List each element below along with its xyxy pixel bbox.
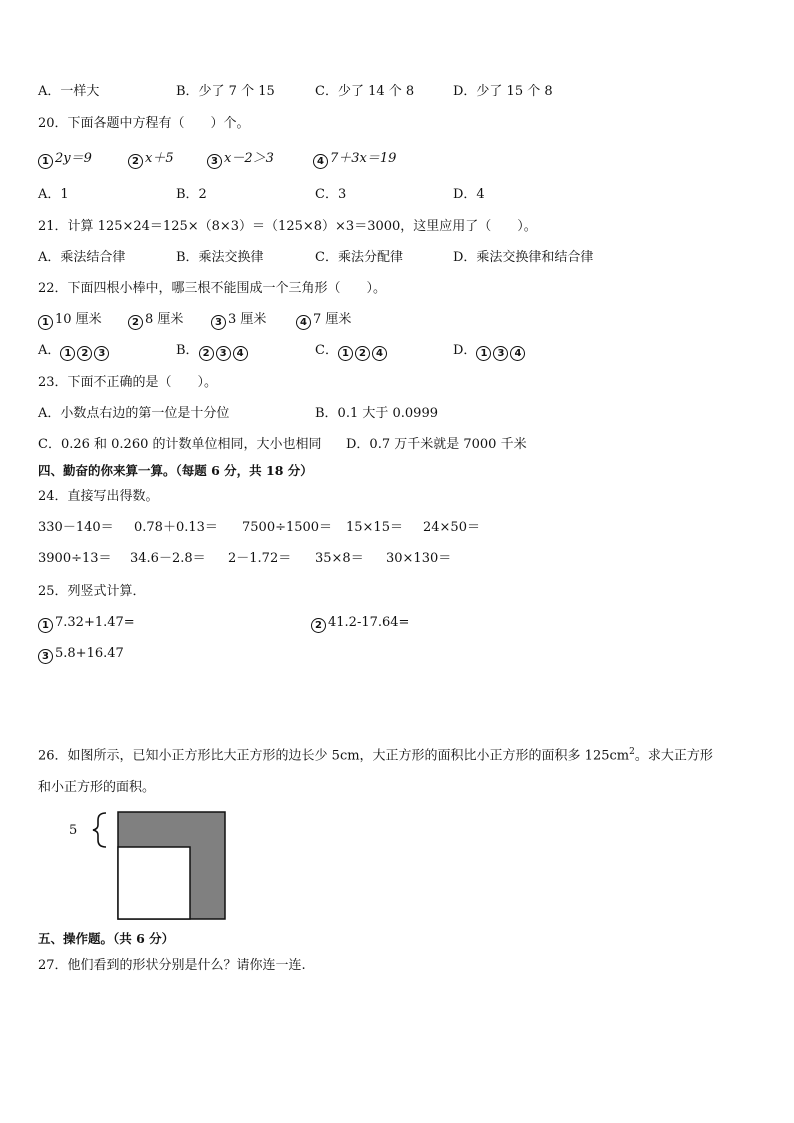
circled-number: 1 (38, 315, 53, 330)
q20-item-2: 2 x＋5 (128, 150, 174, 169)
q20-item-1: 1 2y＝9 (38, 150, 92, 169)
q22-option-a: A． 1 2 3 (38, 342, 111, 361)
q27-stem: 27．他们看到的形状分别是什么？请你连一连. (38, 958, 306, 973)
q26-line2: 和小正方形的面积。 (38, 780, 156, 795)
q19-option-c: C．少了 14 个 8 (315, 84, 415, 99)
q25-item-3: 3 5.8+16.47 (38, 645, 124, 664)
q20-option-b: B．2 (176, 187, 207, 202)
circled-number: 1 (38, 154, 53, 169)
q21-option-a: A．乘法结合律 (38, 250, 126, 265)
squares-figure (60, 806, 235, 926)
q25-stem: 25．列竖式计算． (38, 584, 146, 599)
figure-label-5: 5 (69, 823, 78, 838)
section-4-heading: 四、勤奋的你来算一算。（每题 6 分，共 18 分） (38, 463, 313, 478)
q24-r2-c4: 35×8＝ (315, 551, 364, 566)
circled-number: 4 (313, 154, 328, 169)
q22-stem: 22．下面四根小棒中，哪三根不能围成一个三角形（ ）。 (38, 281, 387, 296)
circled-number: 3 (211, 315, 226, 330)
circled-number: 2 (128, 154, 143, 169)
q24-r2-c2: 34.6－2.8＝ (130, 551, 206, 566)
q19-option-b: B．少了 7 个 15 (176, 84, 275, 99)
q26-line1: 26．如图所示，已知小正方形比大正方形的边长少 5cm，大正方形的面积比小正方形的面积多 $125cm^2$。求大正方形 (38, 747, 713, 764)
q22-option-c: C． 1 2 4 (315, 342, 389, 361)
q24-stem: 24．直接写出得数。 (38, 489, 159, 504)
q23-stem: 23．下面不正确的是（ ）。 (38, 375, 218, 390)
q22-item-1: 1 10 厘米 (38, 311, 102, 330)
q24-r2-c3: 2－1.72＝ (228, 551, 292, 566)
q24-r1-c1: 330－140＝ (38, 520, 114, 535)
q24-r1-c2: 0.78＋0.13＝ (134, 520, 218, 535)
q22-option-b: B． 2 3 4 (176, 342, 250, 361)
q25-item-1: 1 7.32+1.47= (38, 614, 135, 633)
section-5-heading: 五、操作题。（共 6 分） (38, 931, 175, 946)
q21-option-d: D．乘法交换律和结合律 (453, 250, 594, 265)
q24-r1-c5: 24×50＝ (423, 520, 480, 535)
q24-r2-c1: 3900÷13＝ (38, 551, 112, 566)
circled-number: 3 (38, 649, 53, 664)
q24-r1-c3: 7500÷1500＝ (242, 520, 333, 535)
q20-option-a: A．1 (38, 187, 69, 202)
q21-stem: 21．计算 125×24＝125×（8×3）＝（125×8）×3＝3000，这里应用了（ ）。 (38, 219, 537, 234)
circled-number: 1 (38, 618, 53, 633)
q22-item-4: 4 7 厘米 (296, 311, 351, 330)
q20-option-d: D．4 (453, 187, 485, 202)
brace-icon (93, 813, 106, 847)
q20-item-4: 4 7＋3x＝19 (313, 150, 396, 169)
q19-option-a: A．一样大 (38, 84, 100, 99)
circled-number: 2 (311, 618, 326, 633)
small-square (118, 847, 190, 919)
q20-item-3: 3 x－2＞3 (207, 150, 274, 169)
q23-option-c: C．0.26 和 0.260 的计数单位相同，大小也相同 (38, 437, 322, 452)
q20-stem: 20．下面各题中方程有（ ）个。 (38, 116, 250, 131)
q22-option-d: D． 1 3 4 (453, 342, 527, 361)
q23-option-b: B．0.1 大于 0.0999 (315, 406, 438, 421)
q20-option-c: C．3 (315, 187, 347, 202)
q24-r1-c4: 15×15＝ (346, 520, 403, 535)
q25-item-2: 2 41.2-17.64= (311, 614, 409, 633)
circled-number: 4 (296, 315, 311, 330)
q21-option-b: B．乘法交换律 (176, 250, 264, 265)
q19-option-d: D．少了 15 个 8 (453, 84, 553, 99)
q22-item-2: 2 8 厘米 (128, 311, 183, 330)
q23-option-a: A．小数点右边的第一位是十分位 (38, 406, 230, 421)
q21-option-c: C．乘法分配律 (315, 250, 403, 265)
q23-option-d: D．0.7 万千米就是 7000 千米 (346, 437, 527, 452)
circled-number: 2 (128, 315, 143, 330)
q22-item-3: 3 3 厘米 (211, 311, 266, 330)
circled-number: 3 (207, 154, 222, 169)
q24-r2-c5: 30×130＝ (386, 551, 452, 566)
